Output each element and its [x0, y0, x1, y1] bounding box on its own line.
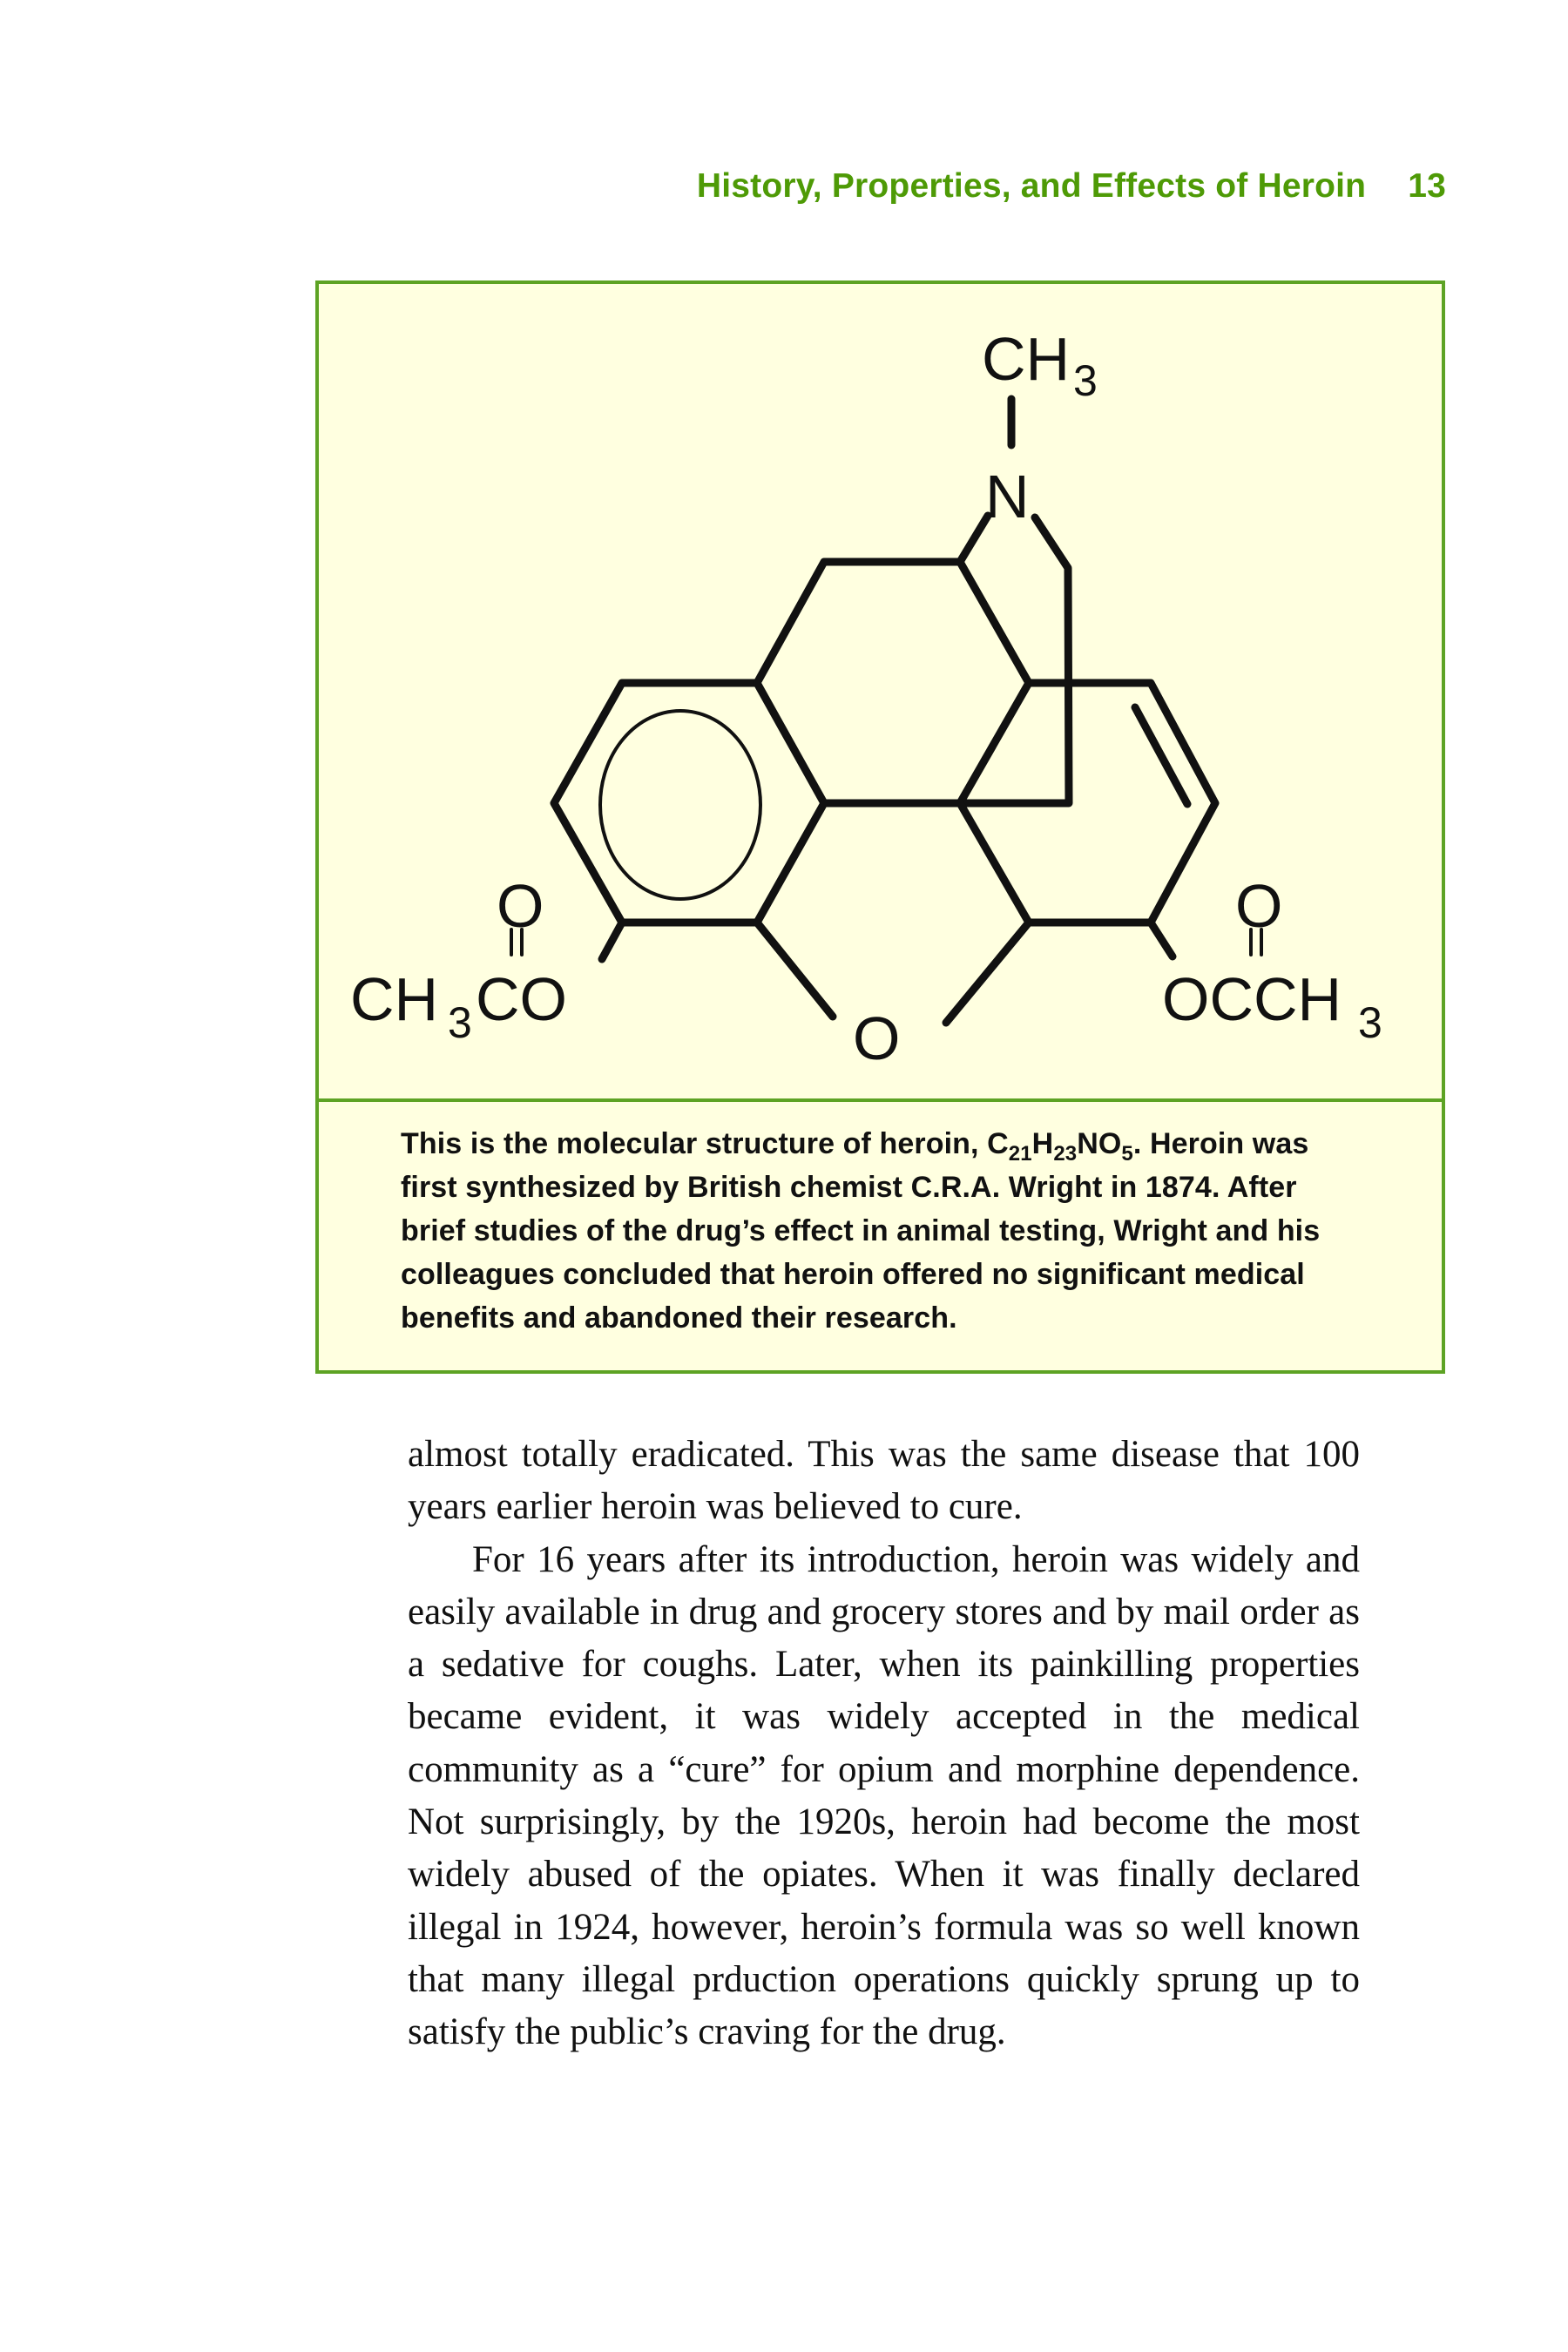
aromatic-circle: [600, 711, 760, 899]
paragraph-1: almost totally eradicated. This was the same disease that 100 years earlier heroin was believed to cure.: [408, 1434, 1360, 1528]
right-ester-bond: [1151, 923, 1173, 956]
caption-rest: . Heroin was first synthesized by British chemist C.R.A. Wright in 1874. After brief studies of the drug’s effect in animal testing, Wright and his colleagues concluded that heroin offered no significant medical benefits and abandoned their research.: [401, 1127, 1321, 1335]
page-number: 13: [1408, 167, 1446, 205]
label-ch3-top: CH: [982, 325, 1071, 393]
label-right-occh: OCCH: [1162, 965, 1342, 1033]
paragraph-2: For 16 years after its introduction, heroin was widely and easily available in drug and grocery stores and by mail order as a sedative for coughs. Later, when its painkilling properties became evident, it was widely accepted in the medical community as a “cure” for opium and morphine dependence. Not surprisingly, by the 1920s, heroin had become the most widely abused of the opiates. When it was finally declared illegal in 1924, however, heroin’s formula was so well known that many illegal prduction operations quickly sprung up to satisfy the public’s craving for the drug.: [408, 1538, 1360, 2053]
ether-bond-right: [946, 923, 1029, 1023]
ether-bond-left: [757, 923, 833, 1017]
figure-caption: [401, 1122, 1360, 1340]
running-head-title: History, Properties, and Effects of Heroin: [696, 167, 1367, 205]
label-ether-o: O: [853, 1004, 901, 1072]
label-ch3-top-sub: 3: [1073, 356, 1098, 405]
left-ester-bond: [602, 923, 622, 959]
label-left-sub3: 3: [448, 998, 472, 1047]
heroin-structure-svg: [319, 284, 1442, 1098]
molecular-structure-diagram: [319, 284, 1442, 1102]
label-n: N: [985, 463, 1030, 531]
label-left-carbonyl-o: O: [497, 872, 544, 940]
aromatic-ring: [554, 683, 824, 923]
label-left-ch: CH: [350, 965, 439, 1033]
running-head: [610, 167, 1446, 206]
caption-prefix: This is the molecular structure of heroin,: [401, 1127, 988, 1160]
formula-c: C: [987, 1127, 1009, 1160]
figure-box: [315, 280, 1445, 1374]
formula-h-sub: 23: [1053, 1142, 1078, 1166]
formula-h: H: [1031, 1127, 1054, 1160]
middle-ring: [757, 562, 1029, 803]
label-right-carbonyl-o: O: [1235, 872, 1283, 940]
formula-c-sub: 21: [1008, 1142, 1032, 1166]
ring-to-n-bond: [960, 516, 988, 562]
formula-no: NO: [1077, 1127, 1122, 1160]
label-right-sub3: 3: [1358, 998, 1382, 1047]
formula-o-sub: 5: [1121, 1142, 1133, 1166]
double-bond: [1135, 707, 1187, 804]
label-left-co: CO: [476, 965, 567, 1033]
body-text: [408, 1429, 1360, 2059]
